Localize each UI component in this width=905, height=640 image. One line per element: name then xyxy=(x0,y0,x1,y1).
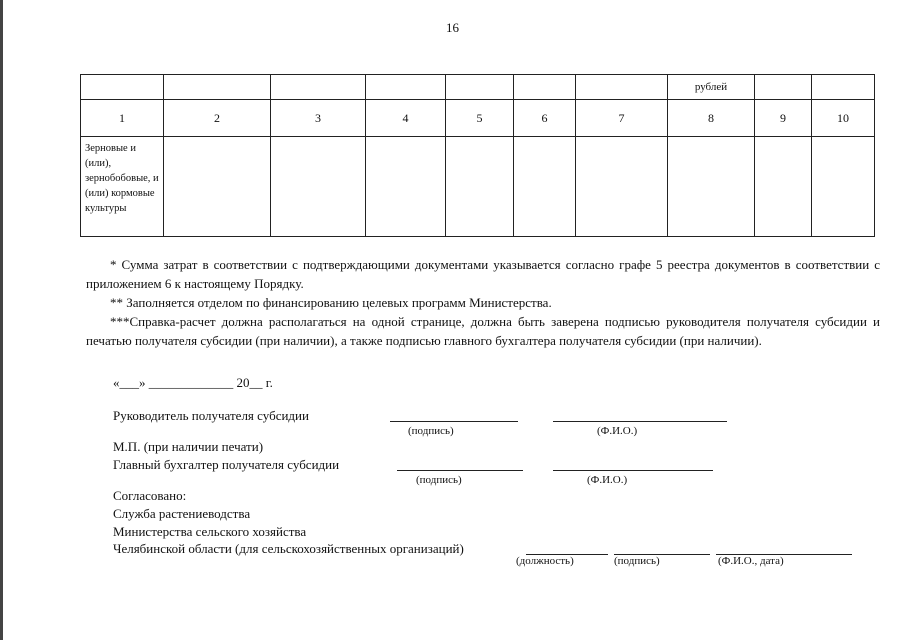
approval-name-date-caption: (Ф.И.О., дата) xyxy=(718,555,784,567)
approval-line-1: Служба растениеводства xyxy=(113,506,251,521)
table-unit-row xyxy=(81,75,875,100)
page-number: 16 xyxy=(446,20,459,35)
column-number: 6 xyxy=(514,100,576,137)
column-number: 2 xyxy=(164,100,271,137)
head-name-caption: (Ф.И.О.) xyxy=(597,425,638,437)
column-number: 3 xyxy=(271,100,366,137)
column-number: 10 xyxy=(812,100,875,137)
footnotes xyxy=(86,255,880,350)
table-row xyxy=(81,137,875,237)
accountant-signature-line[interactable] xyxy=(397,470,523,471)
approval-signature-caption: (подпись) xyxy=(614,555,660,567)
head-name-line[interactable] xyxy=(553,421,727,422)
footnote-1: * Сумма затрат в соответствии с подтверждающими документами указывается согласно графе 5 реестра документов в соответствии с приложением 6 к настоящему Порядку. xyxy=(86,257,880,291)
column-number: 4 xyxy=(366,100,446,137)
accountant-signature-label: Главный бухгалтер получателя субсидии xyxy=(113,457,340,472)
table-header-row xyxy=(81,100,875,137)
approval-position-caption: (должность) xyxy=(516,555,574,567)
accountant-name-caption: (Ф.И.О.) xyxy=(587,474,628,486)
approval-line-3: Челябинской области (для сельскохозяйственных организаций) xyxy=(113,541,464,556)
seal-label: М.П. (при наличии печати) xyxy=(113,439,264,454)
calculation-table xyxy=(80,74,875,237)
head-signature-label: Руководитель получателя субсидии xyxy=(113,408,309,423)
accountant-signature-caption: (подпись) xyxy=(416,474,462,486)
head-signature-caption: (подпись) xyxy=(408,425,454,437)
column-number: 1 xyxy=(81,100,164,137)
column-number: 5 xyxy=(446,100,514,137)
approval-line-2: Министерства сельского хозяйства xyxy=(113,524,307,539)
approval-title: Согласовано: xyxy=(113,488,187,503)
date-line: «___» _____________ 20__ г. xyxy=(113,375,273,390)
crop-label: Зерновые и (или), зернобобовые, и (или) кормовые культуры xyxy=(81,137,164,237)
footnote-3: ***Справка-расчет должна располагаться на одной странице, должна быть заверена подписью руководителя получателя субсидии и печатью получателя субсидии (при наличии), а также подписью главного бухгалтера получателя субсидии (при наличии). xyxy=(86,314,880,348)
column-number: 9 xyxy=(755,100,812,137)
accountant-name-line[interactable] xyxy=(553,470,713,471)
column-number: 8 xyxy=(668,100,755,137)
unit-label: рублей xyxy=(668,75,755,100)
scan-edge xyxy=(0,0,3,640)
head-signature-line[interactable] xyxy=(390,421,518,422)
footnote-2: ** Заполняется отделом по финансированию целевых программ Министерства. xyxy=(110,295,552,310)
column-number: 7 xyxy=(576,100,668,137)
